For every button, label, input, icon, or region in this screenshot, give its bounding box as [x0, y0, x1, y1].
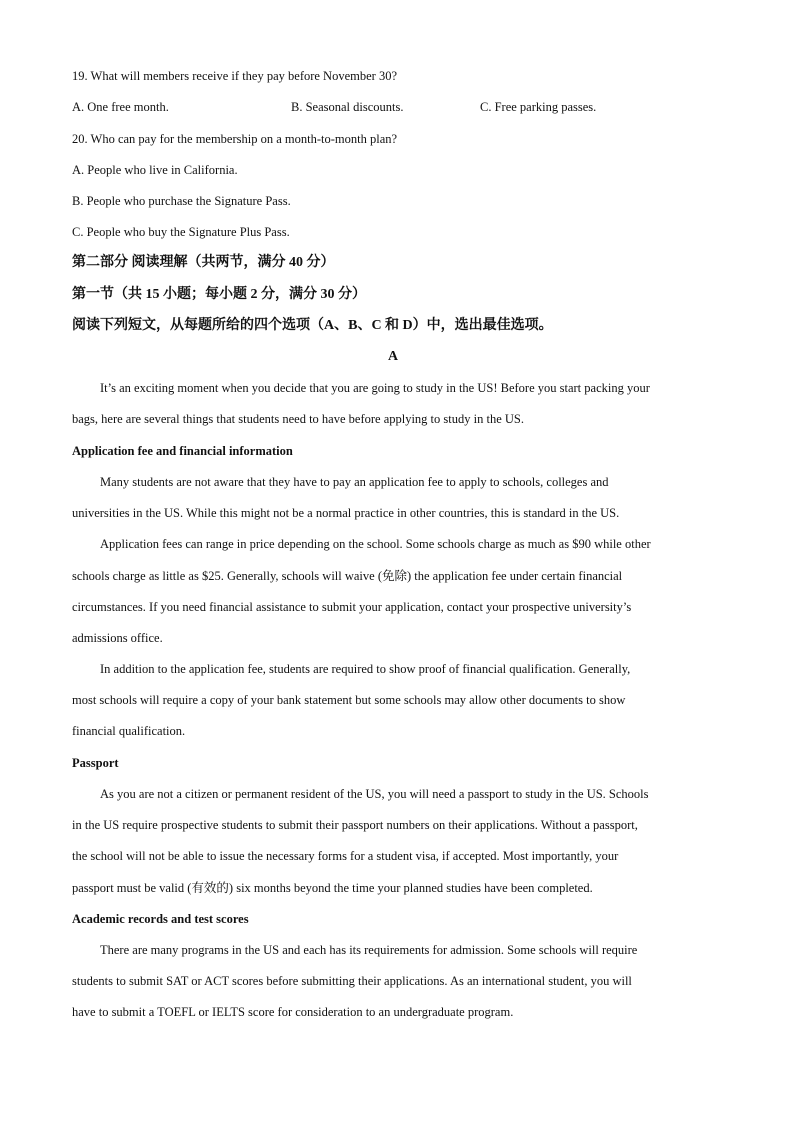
- q20-option-b: B. People who purchase the Signature Pass.: [72, 194, 291, 208]
- q19-option-c: C. Free parking passes.: [480, 100, 597, 114]
- fee-p2-line-2: schools charge as little as $25. Generally, schools will waive (免除) the application fee under certain financial: [72, 569, 623, 583]
- passport-line-4: passport must be valid (有效的) six months beyond the time your planned studies have been completed.: [72, 881, 593, 895]
- subsection-title: 第一节（共 15 小题；每小题 2 分，满分 30 分）: [72, 287, 366, 302]
- q19-question: 19. What will members receive if they pay before November 30?: [72, 69, 397, 83]
- passport-line-3: the school will not be able to issue the necessary forms for a student visa, if accepted. Most importantly, your: [72, 849, 619, 863]
- q20-question: 20. Who can pay for the membership on a month-to-month plan?: [72, 132, 398, 146]
- heading-application-fee: Application fee and financial information: [72, 444, 293, 458]
- passage-label: A: [388, 349, 399, 364]
- academic-line-1: There are many programs in the US and each has its requirements for admission. Some schools will require: [100, 943, 638, 957]
- intro-line-1: It’s an exciting moment when you decide that you are going to study in the US! Before you start packing your: [100, 381, 650, 395]
- intro-line-2: bags, here are several things that students need to have before applying to study in the US.: [72, 412, 524, 426]
- fee-p3-line-1: In addition to the application fee, students are required to show proof of financial qualification. Generally,: [100, 662, 631, 676]
- fee-p2-line-3: circumstances. If you need financial assistance to submit your application, contact your prospective university’s: [72, 600, 632, 614]
- instruction: 阅读下列短文，从每题所给的四个选项（A、B、C 和 D）中，选出最佳选项。: [72, 318, 553, 333]
- q19-option-a: A. One free month.: [72, 100, 169, 114]
- fee-p1-line-2: universities in the US. While this might not be a normal practice in other countries, this is standard in the US.: [72, 506, 620, 520]
- q20-option-a: A. People who live in California.: [72, 163, 238, 177]
- fee-p1-line-1: Many students are not aware that they have to pay an application fee to apply to schools, colleges and: [100, 475, 609, 489]
- fee-p2-line-4: admissions office.: [72, 631, 163, 645]
- heading-passport: Passport: [72, 756, 119, 770]
- part-title: 第二部分 阅读理解（共两节，满分 40 分）: [72, 255, 335, 270]
- fee-p2-line-1: Application fees can range in price depending on the school. Some schools charge as much as $90 while other: [100, 537, 651, 551]
- fee-p3-line-3: financial qualification.: [72, 724, 186, 738]
- passport-line-1: As you are not a citizen or permanent resident of the US, you will need a passport to study in the US. Schools: [100, 787, 649, 801]
- q19-option-b: B. Seasonal discounts.: [291, 100, 404, 114]
- fee-p3-line-2: most schools will require a copy of your bank statement but some schools may allow other documents to show: [72, 693, 626, 707]
- q20-option-c: C. People who buy the Signature Plus Pass.: [72, 225, 290, 239]
- passport-line-2: in the US require prospective students to submit their passport numbers on their applications. Without a passport,: [72, 818, 638, 832]
- heading-academic-records: Academic records and test scores: [72, 912, 249, 926]
- academic-line-2: students to submit SAT or ACT scores before submitting their applications. As an international student, you will: [72, 974, 632, 988]
- academic-line-3: have to submit a TOEFL or IELTS score for consideration to an undergraduate program.: [72, 1005, 514, 1019]
